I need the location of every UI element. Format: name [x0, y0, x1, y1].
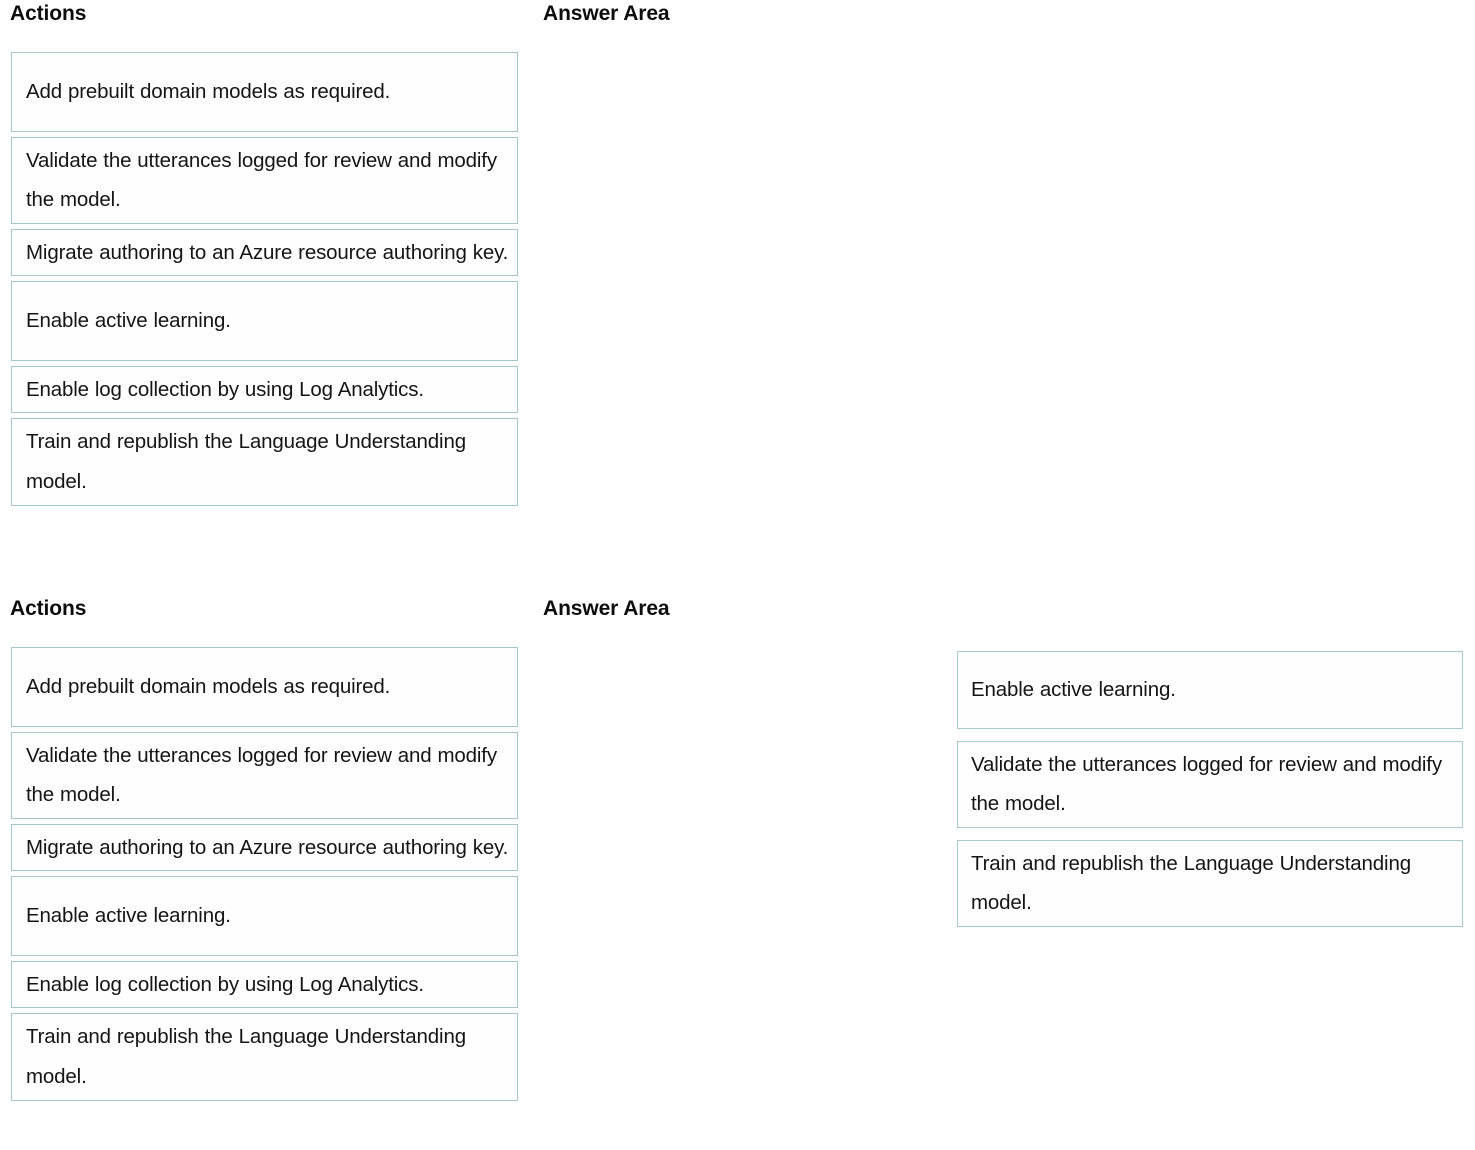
answer-item[interactable]: Enable active learning. — [957, 651, 1463, 729]
answer-item[interactable]: Validate the utterances logged for review and modify the model. — [957, 741, 1463, 828]
answer-item[interactable]: Train and republish the Language Understanding model. — [957, 840, 1463, 927]
action-item[interactable]: Enable active learning. — [11, 876, 518, 956]
actions-list — [11, 52, 518, 506]
actions-list — [11, 647, 518, 1101]
action-item[interactable]: Train and republish the Language Understanding model. — [11, 418, 518, 505]
action-item[interactable]: Add prebuilt domain models as required. — [11, 647, 518, 727]
action-item[interactable]: Migrate authoring to an Azure resource authoring key. — [11, 824, 518, 872]
action-item[interactable]: Add prebuilt domain models as required. — [11, 52, 518, 132]
action-item[interactable]: Validate the utterances logged for review and modify the model. — [11, 137, 518, 224]
action-item[interactable]: Train and republish the Language Understanding model. — [11, 1013, 518, 1100]
action-item[interactable]: Validate the utterances logged for review and modify the model. — [11, 732, 518, 819]
action-item[interactable]: Migrate authoring to an Azure resource authoring key. — [11, 229, 518, 277]
actions-column-heading: Actions — [10, 597, 87, 620]
answer-area-column-heading: Answer Area — [543, 597, 670, 620]
action-item[interactable]: Enable log collection by using Log Analytics. — [11, 366, 518, 414]
action-item[interactable]: Enable active learning. — [11, 281, 518, 361]
actions-column-heading: Actions — [10, 2, 87, 25]
answer-drop-zone[interactable] — [957, 651, 1463, 939]
answer-area-column-heading: Answer Area — [543, 2, 670, 25]
action-item[interactable]: Enable log collection by using Log Analytics. — [11, 961, 518, 1009]
